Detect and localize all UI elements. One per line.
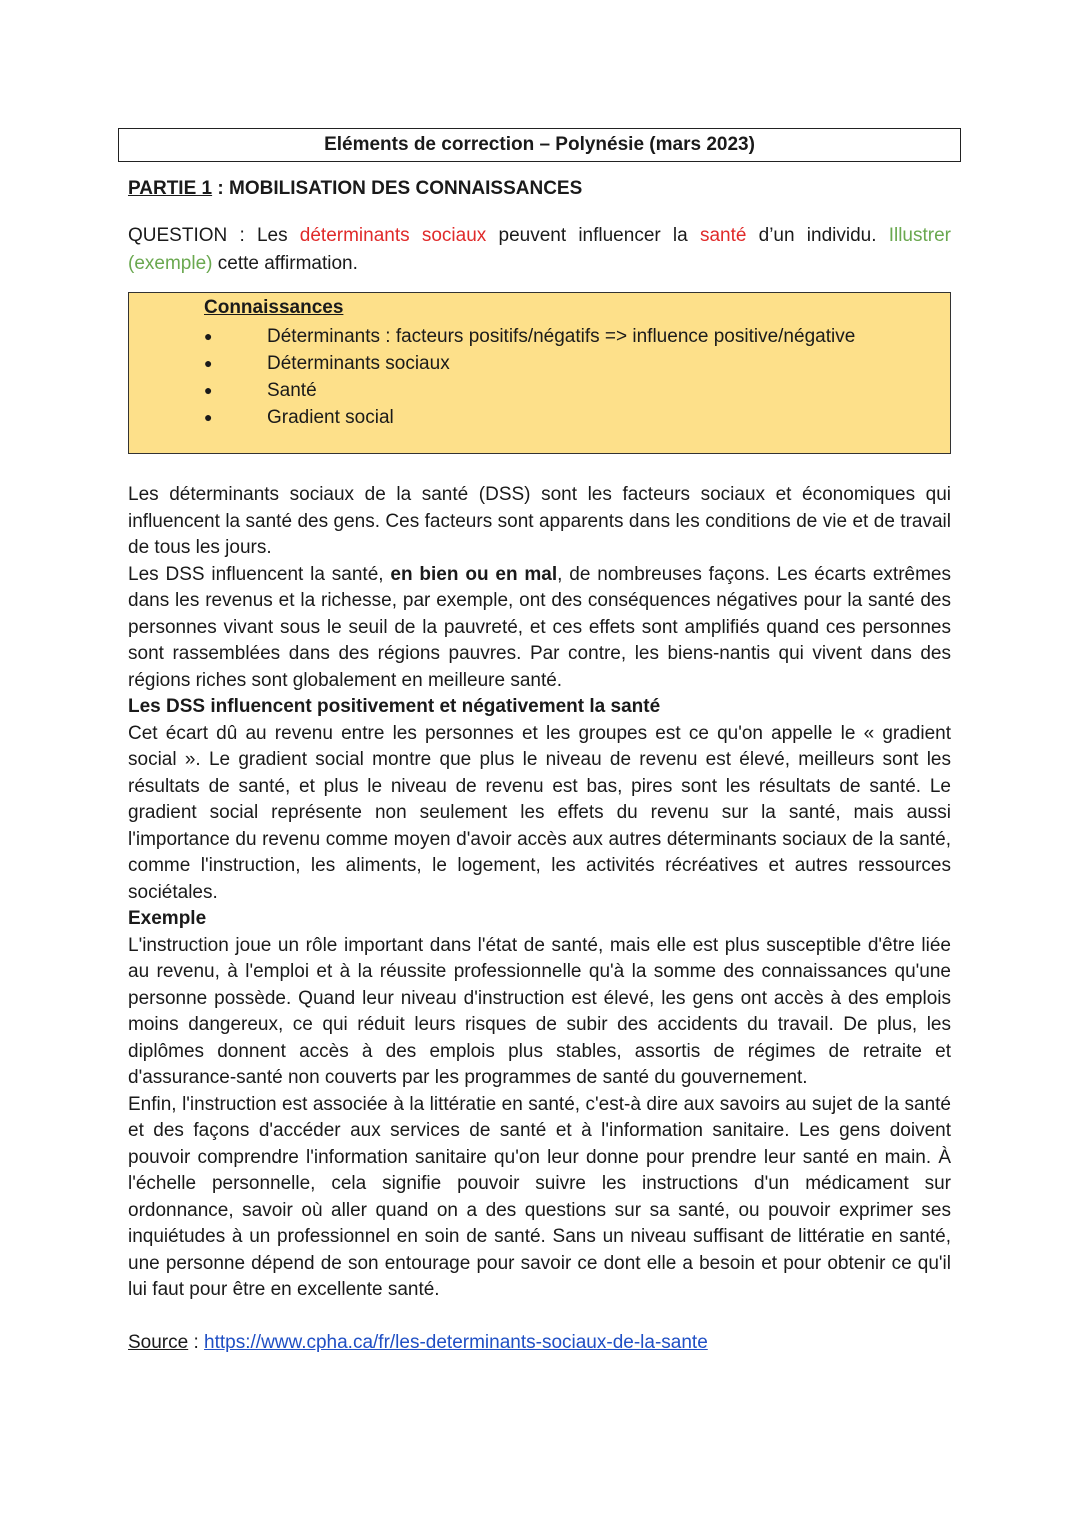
- document-title-text: Eléments de correction – Polynésie (mars 2023): [324, 134, 755, 155]
- knowledge-list: [204, 323, 855, 431]
- question-mid1: peuvent influencer la: [486, 225, 700, 246]
- knowledge-title: Connaissances: [204, 297, 344, 318]
- list-item-label: Déterminants sociaux: [267, 353, 450, 374]
- section-title: : MOBILISATION DES CONNAISSANCES: [212, 178, 583, 199]
- bullet-icon: ●: [204, 328, 213, 344]
- question-mid2: d’un individu.: [746, 225, 889, 246]
- list-item-label: Gradient social: [267, 407, 394, 428]
- paragraph-text: Les DSS influencent la santé,: [128, 563, 391, 585]
- list-item-label: Santé: [267, 380, 317, 401]
- paragraph: Les déterminants sociaux de la santé (DSS) sont les facteurs sociaux et économiques qui influencent la santé des gens. Ces facteurs sont apparents dans les conditions de vie et de travail de tous les jours.: [128, 484, 951, 558]
- question-suffix: cette affirmation.: [212, 253, 358, 274]
- section-label: PARTIE 1: [128, 178, 213, 199]
- bullet-icon: ●: [204, 355, 213, 371]
- paragraph: L'instruction joue un rôle important dans l'état de santé, mais elle est plus susceptible d'être liée au revenu, à l'emploi et à la réussite professionnelle qu'à la somme des connaissances qu'une personne possède. Quand leur niveau d'instruction est élevé, les gens ont accès à des emplois moins dangereux, ce qui réduit leurs risques de subir des accidents du travail. De plus, les diplômes donnent accès à des emplois plus stables, assortis de régimes de retraite et d'assurance-santé non couverts par les programmes de santé du gouvernement.: [128, 934, 951, 1088]
- paragraph: Enfin, l'instruction est associée à la littératie en santé, c'est-à dire aux savoirs au sujet de la santé et des façons d'accéder aux services de santé et à l'information sanitaire. Les gens doivent pouvoir comprendre l'information sanitaire qu'on leur donne pour prendre leur santé en main. À l'échelle personnelle, cela signifie pouvoir suivre les instructions d'un médicament sur ordonnance, savoir où aller quand on a des questions sur sa santé, ou pouvoir exprimer ses inquiétudes à un professionnel en soin de santé. Sans un niveau suffisant de littératie en santé, une personne dépend de son entourage pour savoir ce dont elle a besoin et pour obtenir ce qu'il lui faut pour être en excellente santé.: [128, 1093, 951, 1300]
- paragraph: [128, 562, 951, 695]
- keyword-illustrer: Illustrer (exemple): [128, 225, 951, 274]
- paragraph-text: , de nombreuses façons. Les écarts extrêmes dans les revenus et la richesse, par exemple, ont des conséquences négatives pour la santé des personnes vivant sous le seuil de la pauvreté, et ces effets sont amplifiés quand ces personnes sont rassemblées dans des régions pauvres. Par contre, les biens-nantis qui vivent dans des régions riches sont globalement en meilleure santé.: [128, 563, 951, 691]
- subheading: Exemple: [128, 908, 207, 929]
- keyword-sante: santé: [699, 225, 747, 246]
- source-link[interactable]: https://www.cpha.ca/fr/les-determinants-sociaux-de-la-sante: [204, 1332, 708, 1353]
- list-item: [204, 404, 855, 431]
- source-label: Source: [128, 1332, 189, 1353]
- question-text: [128, 222, 951, 278]
- list-item: [204, 377, 855, 404]
- section-heading: [128, 178, 582, 200]
- bullet-icon: ●: [204, 382, 213, 398]
- paragraph: Cet écart dû au revenu entre les personnes et les groupes est ce qu'on appelle le « gradient social ». Le gradient social montre que plus le niveau de revenu est élevé, meilleurs sont les résultats de santé, et plus le niveau de revenu est bas, pires sont les résultats de santé. Le gradient social représente non seulement les effets du revenu sur la santé, mais aussi l'importance du revenu comme moyen d'avoir accès aux autres déterminants sociaux de la santé, comme l'instruction, les aliments, le logement, les activités récréatives et autres ressources sociétales.: [128, 722, 951, 903]
- subheading: Les DSS influencent positivement et négativement la santé: [128, 696, 661, 717]
- document-title: [118, 128, 961, 162]
- list-item: [204, 323, 855, 350]
- knowledge-box: [128, 292, 951, 454]
- list-item: [204, 350, 855, 377]
- keyword-determinants: déterminants sociaux: [299, 225, 487, 246]
- question-prefix: QUESTION : Les: [128, 225, 300, 246]
- source-separator: :: [188, 1332, 205, 1353]
- bullet-icon: ●: [204, 409, 213, 425]
- source-line: [128, 1332, 708, 1354]
- answer-body: [128, 482, 951, 1304]
- emphasis-text: en bien ou en mal: [390, 563, 558, 585]
- list-item-label: Déterminants : facteurs positifs/négatifs => influence positive/négative: [267, 326, 856, 347]
